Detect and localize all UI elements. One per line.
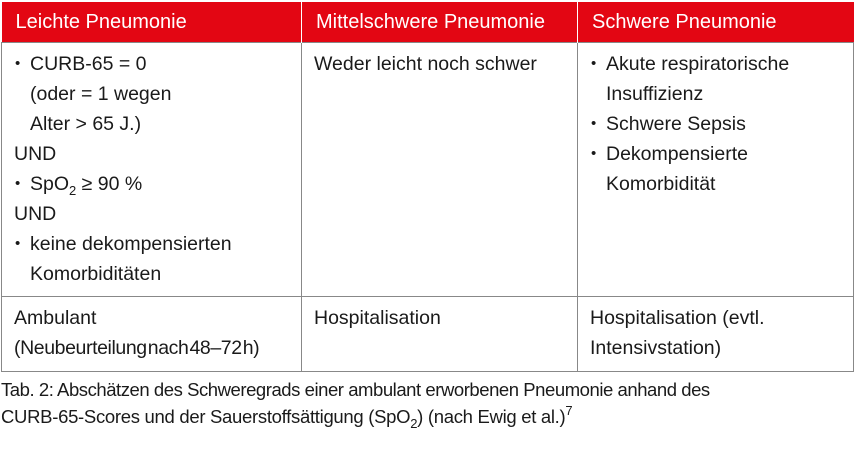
hospitalisation-text: Hospitalisation [314,307,441,329]
curb65-text: • CURB-65 = 0 [30,53,147,75]
list-item [14,229,291,289]
spo2-label: SpO [30,173,70,195]
list-item [14,169,291,199]
cell-leicht-criteria [2,43,302,297]
list-item [590,49,843,109]
und-connector: UND [14,203,57,225]
header-schwere-pneumonie: Schwere Pneumonie [578,2,854,43]
curb65-note-2: Alter > 65 J.) [30,113,142,135]
schwer-item-3-line-1: • Dekompensierte [606,143,748,165]
cell-mittel-management [302,297,578,372]
header-leichte-pneumonie: Leichte Pneumonie [2,2,302,43]
komorbiditaeten-line-1: • keine dekompensierten [30,233,232,255]
hospitalisation-evtl-text: Hospitalisation (evtl. [590,307,765,329]
leicht-list-1 [14,49,291,139]
cell-mittel-criteria [302,43,578,297]
caption-text: CURB-65-Scores und der Sauerstoffsättigung (SpO [1,406,411,427]
komorbiditaeten-line-2: Komorbiditäten [30,263,162,285]
management-row [2,297,854,372]
und-connector: UND [14,143,57,165]
cell-schwer-management [578,297,854,372]
caption-line-1: Tab. 2: Abschätzen des Schweregrads einer ambulant erworbenen Pneumonie anhand des [1,379,710,400]
pneumonia-severity-table [1,2,854,372]
table-caption [1,376,854,430]
curb65-note-1: (oder = 1 wegen [30,83,172,105]
table-header-row [2,2,854,43]
list-item [14,49,291,139]
schwer-item-3-line-2: Komorbidität [606,173,716,195]
caption-citation: ) (nach Ewig et al.) [417,406,566,427]
spo2-subscript: 2 [69,183,77,198]
schwer-item-2: • Schwere Sepsis [606,113,746,135]
leicht-list-3 [14,229,291,289]
criteria-row [2,43,854,297]
cell-schwer-criteria [578,43,854,297]
list-item [590,109,843,139]
intensivstation-text: Intensivstation) [590,337,722,359]
ambulant-text: Ambulant [14,307,97,329]
caption-footnote-marker: 7 [565,403,573,418]
schwer-item-1-line-1: • Akute respiratorische [606,53,790,75]
cell-leicht-management [2,297,302,372]
caption-line-2 [1,403,854,430]
caption-subscript: 2 [410,416,418,431]
schwer-item-1-line-2: Insuffizienz [606,83,704,105]
list-item [590,139,843,199]
mittel-text: Weder leicht noch schwer [314,53,537,75]
spo2-value: ≥ 90 % [76,173,143,195]
leicht-list-2 [14,169,291,199]
neubeurteilung-text: (Neubeurteilung nach 48–72 h) [14,337,260,359]
header-mittelschwere-pneumonie: Mittelschwere Pneumonie [302,2,578,43]
schwer-list [590,49,843,199]
